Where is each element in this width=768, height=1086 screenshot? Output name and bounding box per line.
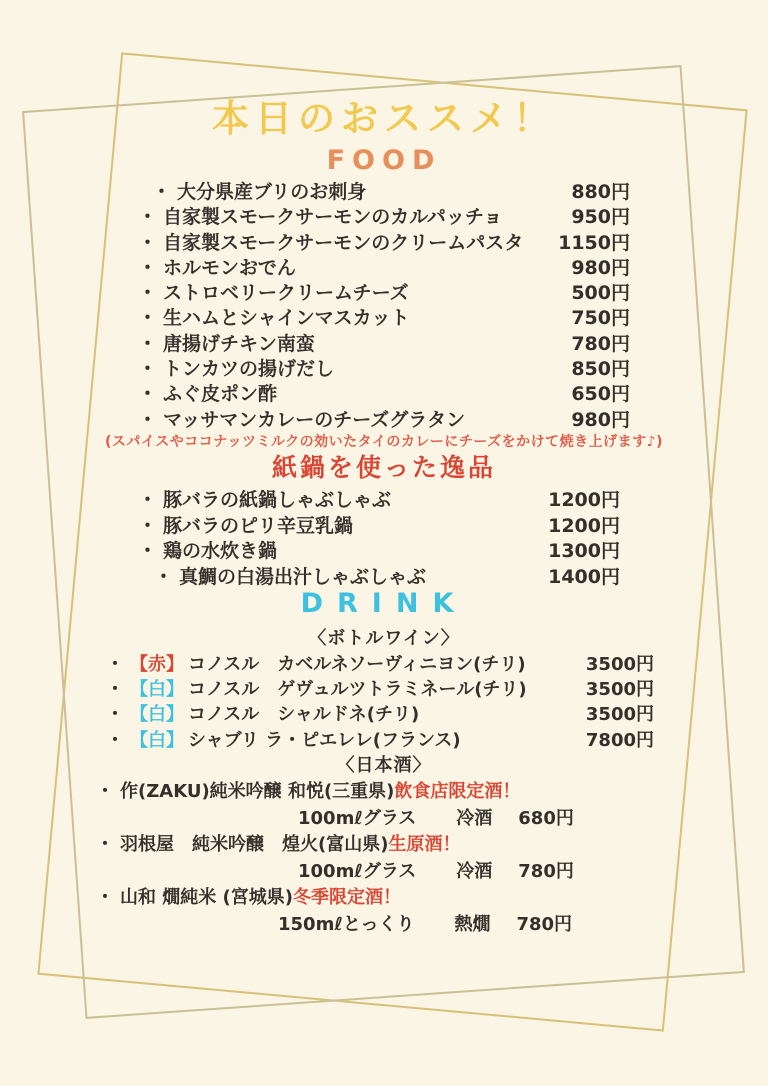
item-price: 1200円 [548,514,620,537]
item-name: コノスル シャルドネ(チリ) [188,704,420,726]
limited-edition-tag: 生原酒！ [388,834,461,855]
bullet: ・ [138,408,158,431]
item-name: シャブリ ラ・ピエレレ(フランス) [188,729,461,751]
item-price: 1400円 [548,565,620,588]
menu-item-row [138,511,620,537]
item-name: 山和 燗純米 (宮城県) [120,887,293,908]
item-name: 作(ZAKU)純米吟醸 和悦(三重県) [120,781,395,802]
wine-type-label: 【白】 [130,679,184,701]
item-price: 780円 [571,332,630,355]
wine-item-row [106,700,654,725]
bullet: ・ [138,231,158,254]
item-price: 1150円 [558,231,630,254]
sake-item-list [96,777,662,936]
bullet: ・ [96,781,114,802]
item-price: 950円 [571,206,630,229]
menu-item-row [138,485,620,511]
bullet: ・ [106,679,124,701]
limited-edition-tag: 冬季限定酒！ [293,887,401,908]
item-price: 3500円 [585,679,654,701]
bullet: ・ [138,514,158,537]
sake-item [96,883,662,936]
item-name: マッサマンカレーのチーズグラタン [163,408,466,431]
item-price: 3500円 [585,704,654,726]
item-name: 真鯛の白湯出汁しゃぶしゃぶ [179,565,427,588]
item-name: 羽根屋 純米吟醸 煌火(富山県) [120,834,389,855]
wine-type-label: 【白】 [130,729,184,751]
bullet: ・ [152,181,172,203]
item-price: 850円 [571,358,630,381]
bullet: ・ [138,332,158,355]
bullet: ・ [138,307,158,330]
item-name: 大分県産ブリのお刺身 [177,181,367,203]
paper-pot-item-list [138,485,620,587]
menu-item-row [138,228,630,253]
paper-pot-section-heading: 紙鍋を使った逸品 [271,453,496,482]
menu-item-row [138,405,630,430]
menu-item-row [138,379,630,404]
item-name: 唐揚げチキン南蛮 [163,332,315,355]
serving-temperature: 冷酒 [456,807,493,829]
item-price: 3500円 [585,654,654,675]
menu-item-row [138,562,620,588]
massaman-note: (スパイスやココナッツミルクの効いたタイのカレーにチーズをかけて焼き上げます♪) [104,434,664,450]
item-price: 1200円 [548,489,620,511]
bullet: ・ [138,256,158,279]
wine-item-row [106,726,654,751]
item-name: コノスル カベルネソーヴィニヨン(チリ) [188,654,526,675]
item-price: 750円 [571,307,630,330]
item-name: 自家製スモークサーモンのカルパッチョ [163,206,503,229]
wine-item-row [106,650,654,675]
item-price: 7800円 [585,729,654,751]
wine-item-row [106,675,654,700]
item-name: 鶏の水炊き鍋 [163,540,278,563]
serving-size: 100mℓグラス [298,860,417,882]
bottle-wine-heading: 〈ボトルワイン〉 [308,628,460,649]
menu-item-row [138,202,630,227]
wine-type-label: 【白】 [130,704,184,726]
item-name: 豚バラの紙鍋しゃぶしゃぶ [163,489,392,511]
item-name: ホルモンおでん [163,256,296,279]
item-price: 780円 [516,913,573,935]
bullet: ・ [106,704,124,726]
serving-temperature: 熱燗 [454,913,491,935]
bullet: ・ [138,540,158,563]
bullet: ・ [96,887,114,908]
bullet: ・ [138,489,158,511]
item-price: 500円 [571,282,630,305]
bullet: ・ [154,565,174,588]
sake-serving-line [96,804,662,831]
serving-size: 100mℓグラス [298,807,417,829]
menu-item-row [138,536,620,562]
bullet: ・ [138,383,158,406]
item-price: 780円 [518,860,574,882]
drink-section-heading: DRINK [300,588,468,619]
item-name: 自家製スモークサーモンのクリームパスタ [163,231,524,254]
sake-name-line [96,883,662,910]
item-price: 1300円 [548,540,620,563]
item-name: 豚バラのピリ辛豆乳鍋 [163,514,354,537]
wine-type-label: 【赤】 [130,654,184,675]
item-name: ストロベリークリームチーズ [163,282,409,305]
sake-serving-line [96,857,662,884]
sake-heading: 〈日本酒〉 [336,755,432,776]
bullet: ・ [138,358,158,381]
menu-item-row [138,278,630,303]
item-price: 880円 [571,181,630,203]
bullet: ・ [96,834,114,855]
menu-item-row [138,177,630,202]
serving-temperature: 冷酒 [456,860,493,882]
menu-item-row [138,303,630,328]
item-name: ふぐ皮ポン酢 [163,383,278,406]
item-price: 680円 [518,807,574,829]
item-price: 980円 [571,408,630,431]
wine-item-list [106,650,654,751]
limited-edition-tag: 飲食店限定酒！ [394,781,521,802]
item-price: 980円 [571,256,630,279]
menu-item-row [138,329,630,354]
menu-title: 本日のおススメ！ [212,97,556,140]
bullet: ・ [106,654,124,675]
sake-name-line [96,777,662,804]
food-section-heading: FOOD [326,145,442,176]
food-item-list [138,177,630,430]
bullet: ・ [138,206,158,229]
menu-item-row [138,253,630,278]
sake-name-line [96,830,662,857]
item-price: 650円 [571,383,630,406]
sake-serving-line [96,910,662,937]
bullet: ・ [106,729,124,751]
item-name: 生ハムとシャインマスカット [163,307,410,330]
item-name: コノスル ゲヴュルツトラミネール(チリ) [188,679,527,701]
sake-item [96,777,662,830]
sake-item [96,830,662,883]
serving-size: 150mℓとっくり [278,913,415,935]
menu-item-row [138,354,630,379]
bullet: ・ [138,282,158,305]
item-name: トンカツの揚げだし [163,358,335,381]
